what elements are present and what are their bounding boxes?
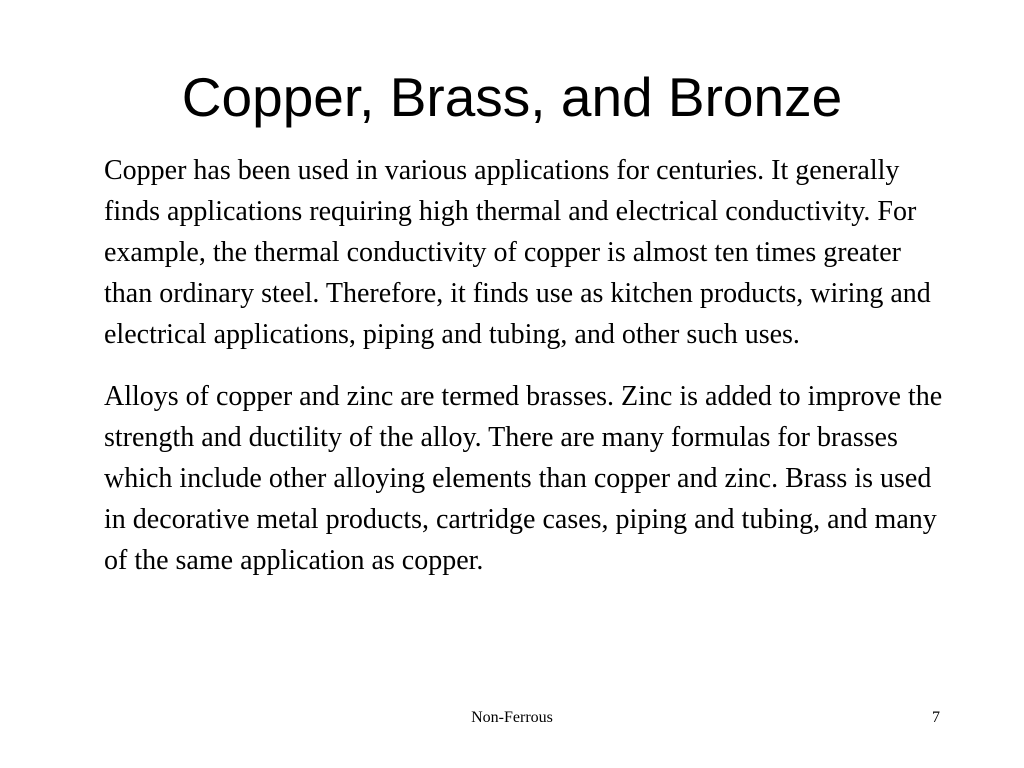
slide-title: Copper, Brass, and Bronze	[181, 66, 843, 128]
body-paragraph-brass: Alloys of copper and zinc are termed brasses. Zinc is added to improve the strength and ductility of the alloy. There are many formulas for brasses which include other alloying elements than copper and zinc. Brass is used in decorative metal products, cartridge cases, piping and tubing, and many of the same application as copper.	[104, 381, 943, 576]
page-number: 7	[932, 709, 940, 726]
body-paragraph-copper: Copper has been used in various applications for centuries. It generally finds applications requiring high thermal and electrical conductivity. For example, the thermal conductivity of copper is almost ten times greater than ordinary steel. Therefore, it finds use as kitchen products, wiring and electrical applications, piping and tubing, and other such uses.	[104, 155, 931, 350]
slide-body	[104, 150, 944, 581]
footer-text: Non-Ferrous	[471, 709, 553, 726]
